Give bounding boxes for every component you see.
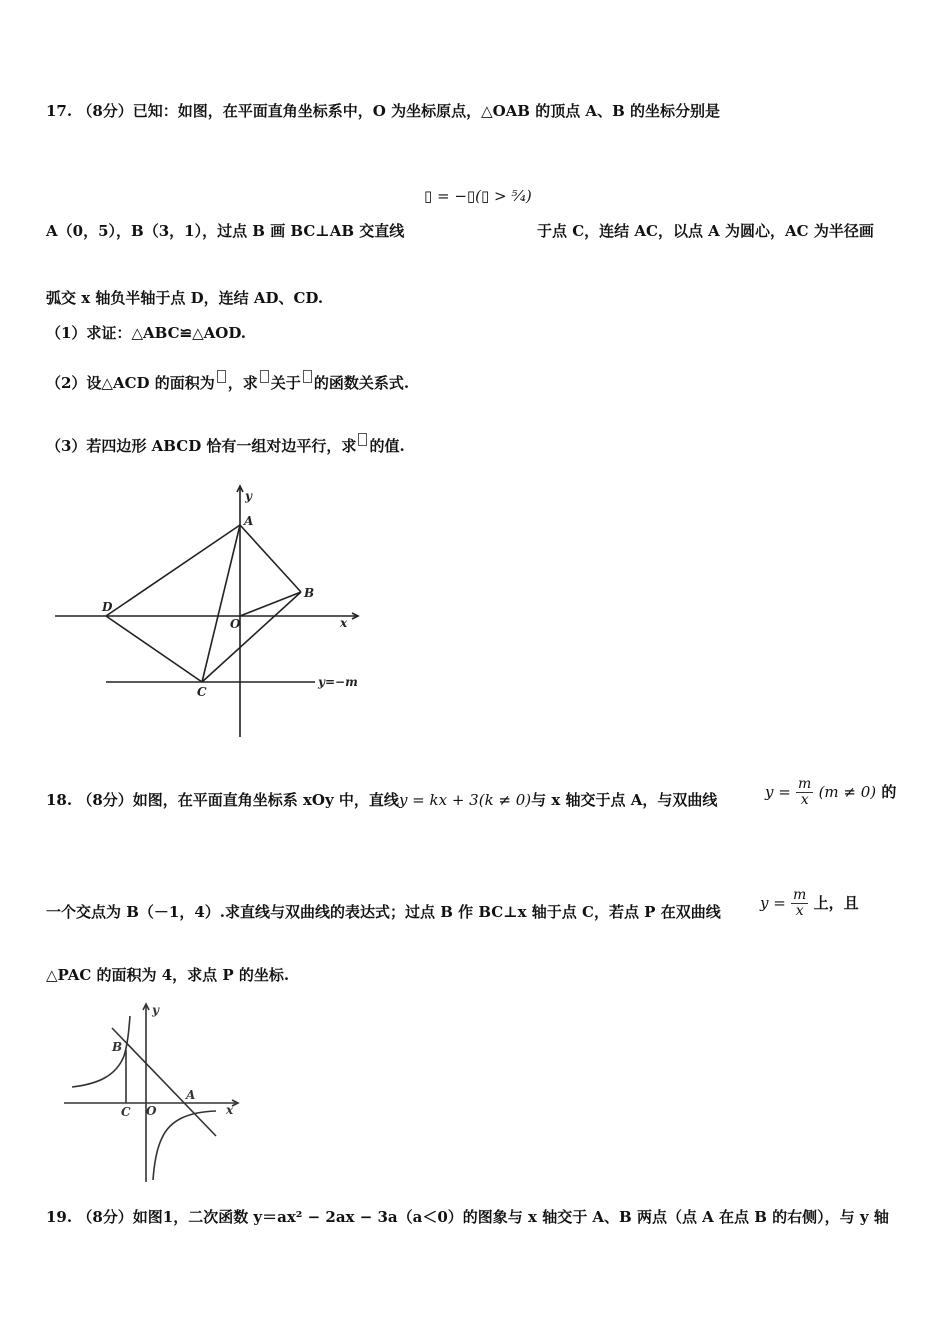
hyperbola-numerator: m [793,887,807,903]
hyperbola-fraction [791,888,808,919]
hyperbola-denominator: x [800,792,809,808]
q17-number: 17. [46,102,73,120]
hyperbola-condition: (m ≠ 0) [818,783,877,801]
label-A: A [244,514,254,528]
label-x: x [226,1103,234,1117]
q17-part3-text-a: （3）若四边形 ABCD 恰有一组对边平行，求 [46,437,357,455]
hyperbola-lhs: y = [765,783,791,801]
segment-AC [202,525,240,682]
q17-line1 [46,101,720,121]
straight-line-y-kx-3 [112,1028,216,1136]
hyperbola-denominator: x [795,903,804,919]
label-O: O [230,617,241,631]
q17-line2-left: A（0，5），B（3，1），过点 B 画 BC⊥AB 交直线 [46,222,405,240]
label-line-neg-m: y=−m [318,675,358,689]
q18-line2: 一个交点为 B（－1，4）.求直线与双曲线的表达式；过点 B 作 BC⊥x 轴于点 C，若点 P 在双曲线 [46,903,721,921]
segment-DA [106,525,240,616]
q17-line2-right: 于点 C，连结 AC，以点 A 为圆心，AC 为半径画 [537,222,874,240]
placeholder-glyph [217,370,226,383]
hyperbola-branch-right [153,1111,216,1180]
q17-part2 [46,370,409,393]
q18-line1 [46,790,717,810]
q19-line1: 19. （8分）如图1，二次函数 y＝ax² − 2ax − 3a（a＜0）的图象与 x 轴交于 A、B 两点（点 A 在点 B 的右侧），与 y 轴 [46,1208,889,1226]
segment-BC [202,592,301,682]
label-x: x [340,616,348,630]
q18-stem-b: 与 x 轴交于点 A，与双曲线 [531,791,718,809]
label-y: y [152,1003,159,1017]
q17-part2-text-b: ，求 [227,374,258,392]
label-y: y [245,489,252,503]
q18-line-formula: y = kx + 3(k ≠ 0) [398,791,532,809]
q18-stem-c: 的 [881,783,897,801]
q17-part1: （1）求证：△ABC≌△AOD. [46,324,247,342]
q17-part2-text-a: （2）设△ACD 的面积为 [46,374,215,392]
label-O: O [146,1104,157,1118]
label-B: B [304,586,315,600]
label-D: D [102,600,113,614]
q18-stem-a: 18. （8分）如图，在平面直角坐标系 xOy 中，直线 [46,791,399,809]
segment-AB [240,525,301,592]
placeholder-glyph [260,370,269,383]
placeholder-glyph [358,433,367,446]
hyperbola-lhs: y = [760,894,786,912]
label-C: C [121,1105,131,1119]
q17-stem: （8分）已知：如图，在平面直角坐标系中，O 为坐标原点，△OAB 的顶点 A、B 的坐标分别是 [77,102,720,120]
label-A: A [186,1088,196,1102]
q17-part3-text-b: 的值. [369,437,405,455]
q17-part2-text-c: 关于 [270,374,301,392]
placeholder-glyph [303,370,312,383]
label-B: B [112,1040,123,1054]
hyperbola-numerator: m [798,776,812,792]
q17-line-formula: ▯ = −▯(▯ > ⁵⁄₄) [424,187,532,205]
q17-figure [40,480,380,745]
q18-hyperbola-formula [765,777,896,808]
q18-stem-tail: 上，且 [813,894,859,912]
q18-line3: △PAC 的面积为 4，求点 P 的坐标. [46,966,290,984]
q17-part3 [46,433,405,456]
q18-figure [58,998,248,1188]
q17-part2-text-d: 的函数关系式. [313,374,410,392]
segment-OB [240,592,301,616]
label-C: C [197,685,207,699]
q18-hyperbola-formula-2 [760,888,859,919]
q17-line3: 弧交 x 轴负半轴于点 D，连结 AD、CD. [46,289,324,307]
segment-CD [106,616,202,682]
hyperbola-fraction [796,777,813,808]
